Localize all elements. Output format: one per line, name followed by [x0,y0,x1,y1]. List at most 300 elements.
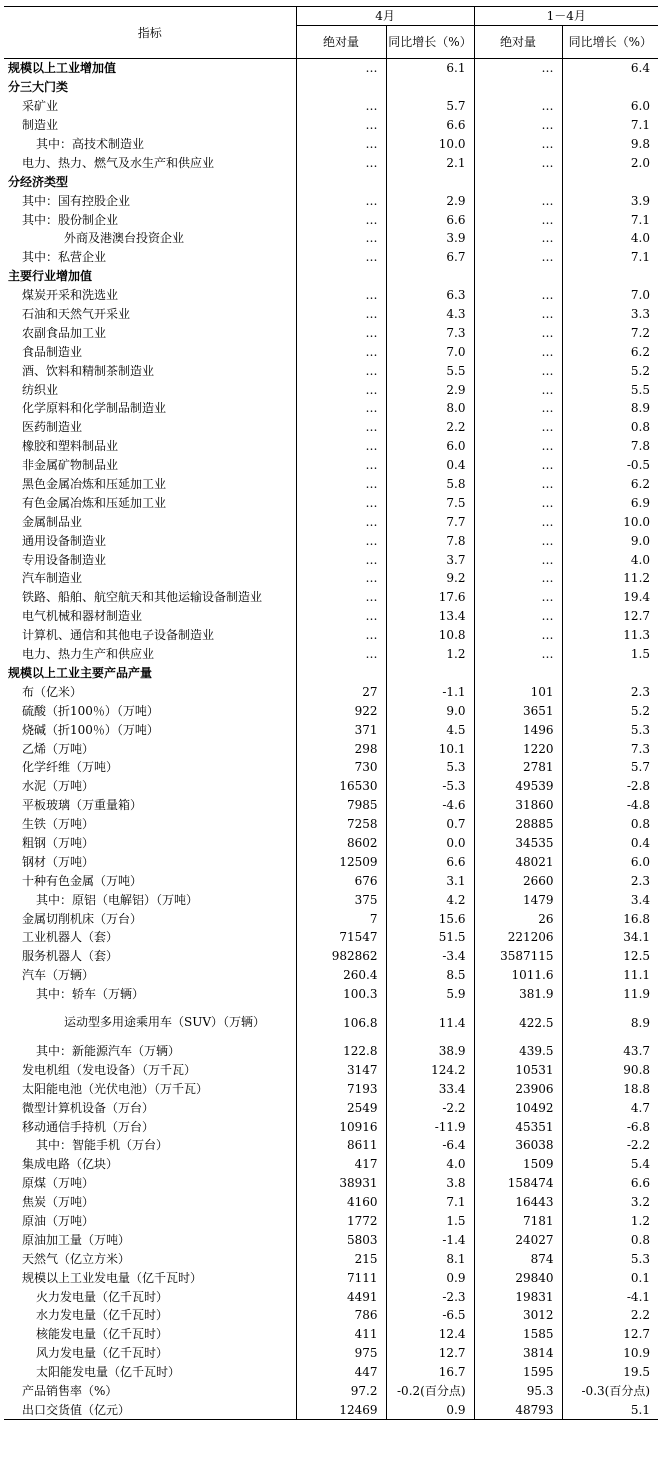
jan-apr-absolute-cell: … [474,342,562,361]
row-label: 电力、热力、燃气及水生产和供应业 [22,155,215,170]
row-label: 金属制品业 [22,514,83,529]
jan-apr-growth-cell: 6.0 [562,97,658,116]
april-absolute-cell: 71547 [296,928,386,947]
april-growth-cell: 3.8 [386,1174,474,1193]
jan-apr-absolute-cell: 1585 [474,1325,562,1344]
jan-apr-absolute-cell: … [474,191,562,210]
jan-apr-growth-cell: 0.8 [562,1230,658,1249]
row-label: 酒、饮料和精制茶制造业 [22,363,155,378]
row-label: 乙烯（万吨） [22,741,95,756]
april-growth-cell [386,172,474,191]
april-growth-cell: 7.7 [386,512,474,531]
row-label: 石油和天然气开采业 [22,307,131,322]
jan-apr-absolute-cell: 49539 [474,777,562,796]
jan-apr-growth-cell: 4.7 [562,1098,658,1117]
april-growth-cell: 4.3 [386,305,474,324]
table-row [4,607,658,626]
jan-apr-absolute-cell: … [474,493,562,512]
april-growth-cell: 11.4 [386,1004,474,1042]
april-absolute-cell: 447 [296,1363,386,1382]
table-row [4,1193,658,1212]
jan-apr-growth-cell: 3.3 [562,305,658,324]
table-row [4,758,658,777]
jan-apr-absolute-cell: 48021 [474,852,562,871]
jan-apr-growth-cell: 4.0 [562,550,658,569]
section-heading-row [4,78,658,97]
april-absolute-cell: 8602 [296,834,386,853]
row-label: 工业机器人（套） [22,930,119,945]
april-growth-cell: 6.1 [386,59,474,78]
row-label: 黑色金属冶炼和压延加工业 [22,477,167,492]
jan-apr-growth-cell [562,267,658,286]
april-absolute-cell: … [296,97,386,116]
april-absolute-cell: 7 [296,909,386,928]
jan-apr-absolute-cell: 1496 [474,720,562,739]
row-label: 食品制造业 [22,344,83,359]
jan-apr-absolute-cell: 3651 [474,701,562,720]
row-label: 有色金属冶炼和压延加工业 [22,495,167,510]
april-growth-cell: 9.2 [386,569,474,588]
jan-apr-absolute-cell: … [474,305,562,324]
april-absolute-cell: 4491 [296,1287,386,1306]
jan-apr-growth-cell: 3.9 [562,191,658,210]
table-row [4,1042,658,1061]
table-row [4,852,658,871]
april-growth-cell: 0.9 [386,1268,474,1287]
jan-apr-absolute-cell: … [474,116,562,135]
jan-apr-absolute-cell: … [474,569,562,588]
jan-apr-growth-cell: 7.1 [562,210,658,229]
jan-apr-absolute-cell [474,172,562,191]
table-row [4,1136,658,1155]
jan-apr-growth-cell: -2.8 [562,777,658,796]
row-label: 分经济类型 [8,174,69,189]
jan-apr-growth-cell: 7.1 [562,116,658,135]
april-growth-cell: 0.9 [386,1400,474,1419]
april-growth-cell: 0.4 [386,456,474,475]
april-growth-cell: 7.3 [386,323,474,342]
april-absolute-cell: 975 [296,1344,386,1363]
table-row [4,135,658,154]
april-growth-cell: 7.1 [386,1193,474,1212]
april-growth-cell: -6.4 [386,1136,474,1155]
jan-apr-growth-cell: 5.3 [562,1249,658,1268]
april-absolute-cell: … [296,59,386,78]
jan-apr-growth-cell: 3.2 [562,1193,658,1212]
jan-apr-growth-cell: 5.7 [562,758,658,777]
table-row [4,153,658,172]
april-absolute-cell: … [296,210,386,229]
row-label: 煤炭开采和洗选业 [22,288,119,303]
jan-apr-absolute-cell: … [474,607,562,626]
jan-apr-growth-cell: 9.0 [562,531,658,550]
april-absolute-cell: 4160 [296,1193,386,1212]
jan-apr-growth-cell: 1.2 [562,1212,658,1231]
industrial-output-table [4,6,658,1420]
table-row [4,928,658,947]
growth-header-jan-apr-text: 同比增长（%） [568,35,652,49]
jan-apr-growth-cell: -6.8 [562,1117,658,1136]
row-label: 主要行业增加值 [8,269,93,284]
jan-apr-growth-cell: 2.3 [562,871,658,890]
april-absolute-cell: 730 [296,758,386,777]
april-absolute-cell: 215 [296,1249,386,1268]
april-absolute-cell: 260.4 [296,966,386,985]
table-row [4,1230,658,1249]
table-row [4,342,658,361]
april-growth-cell: 6.7 [386,248,474,267]
jan-apr-growth-cell: 5.4 [562,1155,658,1174]
jan-apr-growth-cell: 6.2 [562,342,658,361]
april-absolute-cell [296,78,386,97]
jan-apr-growth-cell: 0.8 [562,418,658,437]
table-row [4,796,658,815]
row-label: 原油（万吨） [22,1213,95,1228]
april-absolute-cell: … [296,248,386,267]
period-header-jan-apr: 1－4月 [474,7,658,26]
table-row [4,720,658,739]
row-label: 纺织业 [22,382,59,397]
jan-apr-growth-cell: 1.5 [562,645,658,664]
jan-apr-absolute-cell: … [474,588,562,607]
jan-apr-absolute-cell: … [474,210,562,229]
april-growth-cell: 12.7 [386,1344,474,1363]
row-label: 服务机器人（套） [22,949,119,964]
table-row [4,739,658,758]
april-growth-cell: 2.9 [386,380,474,399]
jan-apr-growth-cell: 10.9 [562,1344,658,1363]
jan-apr-absolute-cell: 31860 [474,796,562,815]
april-absolute-cell: 3147 [296,1060,386,1079]
jan-apr-absolute-cell [474,664,562,683]
jan-apr-growth-cell: 90.8 [562,1060,658,1079]
table-row [4,834,658,853]
growth-header-april-text: 同比增长（%） [388,35,472,49]
jan-apr-absolute-cell: 2660 [474,871,562,890]
period-header-april: 4月 [296,7,474,26]
jan-apr-absolute-cell: 28885 [474,815,562,834]
jan-apr-growth-cell: 5.3 [562,720,658,739]
jan-apr-absolute-cell [474,267,562,286]
jan-apr-absolute-cell: 1479 [474,890,562,909]
industrial-output-table-wrapper [4,6,658,1420]
row-label: 核能发电量（亿千瓦时） [36,1327,169,1342]
jan-apr-growth-cell: 5.2 [562,361,658,380]
table-row [4,248,658,267]
april-absolute-cell: 7193 [296,1079,386,1098]
jan-apr-absolute-cell: … [474,153,562,172]
april-growth-cell: 9.0 [386,701,474,720]
april-growth-cell: 2.1 [386,153,474,172]
jan-apr-absolute-cell: 26 [474,909,562,928]
jan-apr-growth-cell: 5.2 [562,701,658,720]
jan-apr-growth-cell: 2.0 [562,153,658,172]
april-absolute-cell: 786 [296,1306,386,1325]
jan-apr-growth-cell: 5.5 [562,380,658,399]
jan-apr-absolute-cell: 1220 [474,739,562,758]
row-label: 电力、热力生产和供应业 [22,647,155,662]
row-label: 金属切削机床（万台） [22,911,143,926]
table-row [4,1306,658,1325]
april-growth-cell: 0.7 [386,815,474,834]
table-row [4,1287,658,1306]
april-growth-cell: 51.5 [386,928,474,947]
jan-apr-absolute-cell: … [474,323,562,342]
april-absolute-cell: … [296,626,386,645]
april-growth-cell: -1.1 [386,682,474,701]
jan-apr-absolute-cell: 95.3 [474,1382,562,1401]
april-growth-cell: 3.7 [386,550,474,569]
jan-apr-growth-cell: 12.7 [562,607,658,626]
table-row [4,947,658,966]
april-growth-cell: 6.6 [386,116,474,135]
april-growth-cell [386,267,474,286]
row-label: 其中：新能源汽车（万辆） [36,1043,181,1058]
row-label: 其中：高技术制造业 [36,137,145,151]
jan-apr-absolute-cell: 1595 [474,1363,562,1382]
jan-apr-growth-cell: 7.2 [562,323,658,342]
section-heading-row [4,172,658,191]
jan-apr-absolute-cell: … [474,456,562,475]
april-growth-cell: 6.3 [386,286,474,305]
april-absolute-cell: 1772 [296,1212,386,1231]
section-heading-row [4,267,658,286]
jan-apr-absolute-cell: 1011.6 [474,966,562,985]
april-absolute-cell [296,664,386,683]
jan-apr-absolute-cell: 48793 [474,1400,562,1419]
row-label: 粗钢（万吨） [22,835,95,850]
row-label: 通用设备制造业 [22,533,107,548]
row-label: 汽车制造业 [22,571,83,586]
april-growth-cell: 7.8 [386,531,474,550]
table-row [4,569,658,588]
table-row [4,550,658,569]
table-row [4,1155,658,1174]
april-growth-cell: 2.9 [386,191,474,210]
april-growth-cell: 10.8 [386,626,474,645]
jan-apr-growth-cell: 7.0 [562,286,658,305]
row-label: 制造业 [22,118,59,133]
row-label: 其中：私营企业 [22,250,107,265]
table-row [4,871,658,890]
row-label: 焦炭（万吨） [22,1195,95,1210]
jan-apr-absolute-cell: … [474,475,562,494]
april-absolute-cell: … [296,475,386,494]
row-label: 化学原料和化学制品制造业 [22,401,167,416]
april-absolute-cell: … [296,531,386,550]
jan-apr-growth-cell: -4.1 [562,1287,658,1306]
jan-apr-absolute-cell: 10492 [474,1098,562,1117]
april-growth-cell: 5.8 [386,475,474,494]
table-row [4,1004,658,1042]
april-absolute-cell: … [296,229,386,248]
row-label: 火力发电量（亿千瓦时） [36,1289,169,1304]
april-absolute-cell: 106.8 [296,1004,386,1042]
table-row [4,985,658,1004]
april-growth-cell: 33.4 [386,1079,474,1098]
april-absolute-cell: … [296,456,386,475]
jan-apr-growth-cell: 18.8 [562,1079,658,1098]
row-label: 微型计算机设备（万台） [22,1100,155,1115]
jan-apr-growth-cell: 5.1 [562,1400,658,1419]
jan-apr-absolute-cell: … [474,248,562,267]
jan-apr-absolute-cell: … [474,645,562,664]
april-absolute-cell: … [296,399,386,418]
table-row [4,1325,658,1344]
jan-apr-growth-cell: 12.7 [562,1325,658,1344]
jan-apr-growth-cell: -2.2 [562,1136,658,1155]
april-absolute-cell: 8611 [296,1136,386,1155]
table-row [4,701,658,720]
jan-apr-absolute-cell: … [474,399,562,418]
april-growth-cell: 4.0 [386,1155,474,1174]
row-label: 平板玻璃（万重量箱） [22,798,143,813]
row-label: 专用设备制造业 [22,552,107,567]
table-row [4,380,658,399]
april-growth-cell: -3.4 [386,947,474,966]
jan-apr-absolute-cell: … [474,59,562,78]
jan-apr-growth-cell: 6.2 [562,475,658,494]
row-label: 十种有色金属（万吨） [22,873,143,888]
table-row [4,966,658,985]
jan-apr-absolute-cell: 1509 [474,1155,562,1174]
jan-apr-absolute-cell: 101 [474,682,562,701]
row-label: 医药制造业 [22,420,83,435]
table-row [4,437,658,456]
april-growth-cell: 8.0 [386,399,474,418]
jan-apr-absolute-cell: … [474,380,562,399]
table-row [4,475,658,494]
april-absolute-cell: 100.3 [296,985,386,1004]
row-label: 布（亿米） [22,684,83,699]
april-growth-cell: 16.7 [386,1363,474,1382]
jan-apr-absolute-cell: 29840 [474,1268,562,1287]
april-growth-cell: -2.2 [386,1098,474,1117]
april-absolute-cell: 298 [296,739,386,758]
april-absolute-cell: 27 [296,682,386,701]
april-absolute-cell: 38931 [296,1174,386,1193]
april-absolute-cell: 12509 [296,852,386,871]
row-label: 规模以上工业主要产品产量 [8,665,153,680]
jan-apr-absolute-cell: … [474,437,562,456]
row-label: 运动型多用途乘用车（SUV）（万辆） [64,1015,266,1030]
jan-apr-absolute-cell: … [474,550,562,569]
jan-apr-growth-cell: 19.5 [562,1363,658,1382]
table-row [4,210,658,229]
april-growth-cell [386,664,474,683]
jan-apr-absolute-cell: 3814 [474,1344,562,1363]
april-growth-cell: -11.9 [386,1117,474,1136]
april-growth-cell: 7.5 [386,493,474,512]
april-growth-cell: 5.5 [386,361,474,380]
row-label: 其中：国有控股企业 [22,193,131,208]
table-row [4,531,658,550]
row-label: 天然气（亿立方米） [22,1251,131,1266]
row-label: 电气机械和器材制造业 [22,609,143,624]
jan-apr-growth-cell: 11.3 [562,626,658,645]
april-growth-cell: 3.9 [386,229,474,248]
jan-apr-growth-cell: 12.5 [562,947,658,966]
april-growth-cell: 2.2 [386,418,474,437]
jan-apr-growth-cell: 11.9 [562,985,658,1004]
april-growth-cell: -1.4 [386,1230,474,1249]
jan-apr-growth-cell: 9.8 [562,135,658,154]
table-row [4,682,658,701]
jan-apr-absolute-cell: … [474,97,562,116]
jan-apr-absolute-cell: 34535 [474,834,562,853]
table-body [4,59,658,1420]
jan-apr-growth-cell [562,78,658,97]
table-row [4,1400,658,1419]
april-absolute-cell: … [296,305,386,324]
april-absolute-cell: 371 [296,720,386,739]
jan-apr-growth-cell: 6.9 [562,493,658,512]
april-growth-cell: 13.4 [386,607,474,626]
table-row [4,323,658,342]
table-row [4,645,658,664]
april-absolute-cell: 375 [296,890,386,909]
april-growth-cell: 38.9 [386,1042,474,1061]
row-label: 计算机、通信和其他电子设备制造业 [22,628,215,643]
row-label: 采矿业 [22,99,59,114]
jan-apr-absolute-cell: 439.5 [474,1042,562,1061]
jan-apr-absolute-cell: … [474,512,562,531]
jan-apr-absolute-cell: 24027 [474,1230,562,1249]
april-absolute-cell: … [296,645,386,664]
april-absolute-cell: 5803 [296,1230,386,1249]
april-growth-cell: 6.6 [386,210,474,229]
jan-apr-absolute-cell: 19831 [474,1287,562,1306]
jan-apr-growth-cell: -4.8 [562,796,658,815]
table-row [4,890,658,909]
row-label: 原煤（万吨） [22,1176,95,1191]
jan-apr-growth-cell: 19.4 [562,588,658,607]
row-label: 风力发电量（亿千瓦时） [36,1346,169,1361]
table-row [4,1212,658,1231]
april-growth-cell: 8.1 [386,1249,474,1268]
jan-apr-growth-cell: 0.8 [562,815,658,834]
jan-apr-absolute-cell: 381.9 [474,985,562,1004]
april-absolute-cell: … [296,342,386,361]
row-label: 水力发电量（亿千瓦时） [36,1308,169,1323]
table-row [4,1060,658,1079]
row-label: 汽车（万辆） [22,968,95,983]
jan-apr-growth-cell: 6.4 [562,59,658,78]
row-label: 规模以上工业发电量（亿千瓦时） [22,1270,203,1285]
table-row [4,286,658,305]
row-label: 铁路、船舶、航空航天和其他运输设备制造业 [22,590,263,605]
april-absolute-cell: 411 [296,1325,386,1344]
jan-apr-growth-cell: 8.9 [562,1004,658,1042]
jan-apr-growth-cell: -0.3(百分点) [562,1382,658,1401]
table-row [4,59,658,78]
april-absolute-cell: … [296,191,386,210]
row-label: 其中：股份制企业 [22,212,119,227]
april-absolute-cell: 2549 [296,1098,386,1117]
jan-apr-absolute-cell: 7181 [474,1212,562,1231]
april-absolute-cell: … [296,286,386,305]
jan-apr-absolute-cell: 422.5 [474,1004,562,1042]
april-absolute-cell: 982862 [296,947,386,966]
april-growth-cell: 3.1 [386,871,474,890]
jan-apr-absolute-cell: 874 [474,1249,562,1268]
row-label: 其中：轿车（万辆） [36,987,145,1002]
section-heading-row [4,664,658,683]
april-growth-cell: 4.2 [386,890,474,909]
april-absolute-cell: 12469 [296,1400,386,1419]
row-label: 生铁（万吨） [22,817,95,832]
jan-apr-growth-cell: -0.5 [562,456,658,475]
